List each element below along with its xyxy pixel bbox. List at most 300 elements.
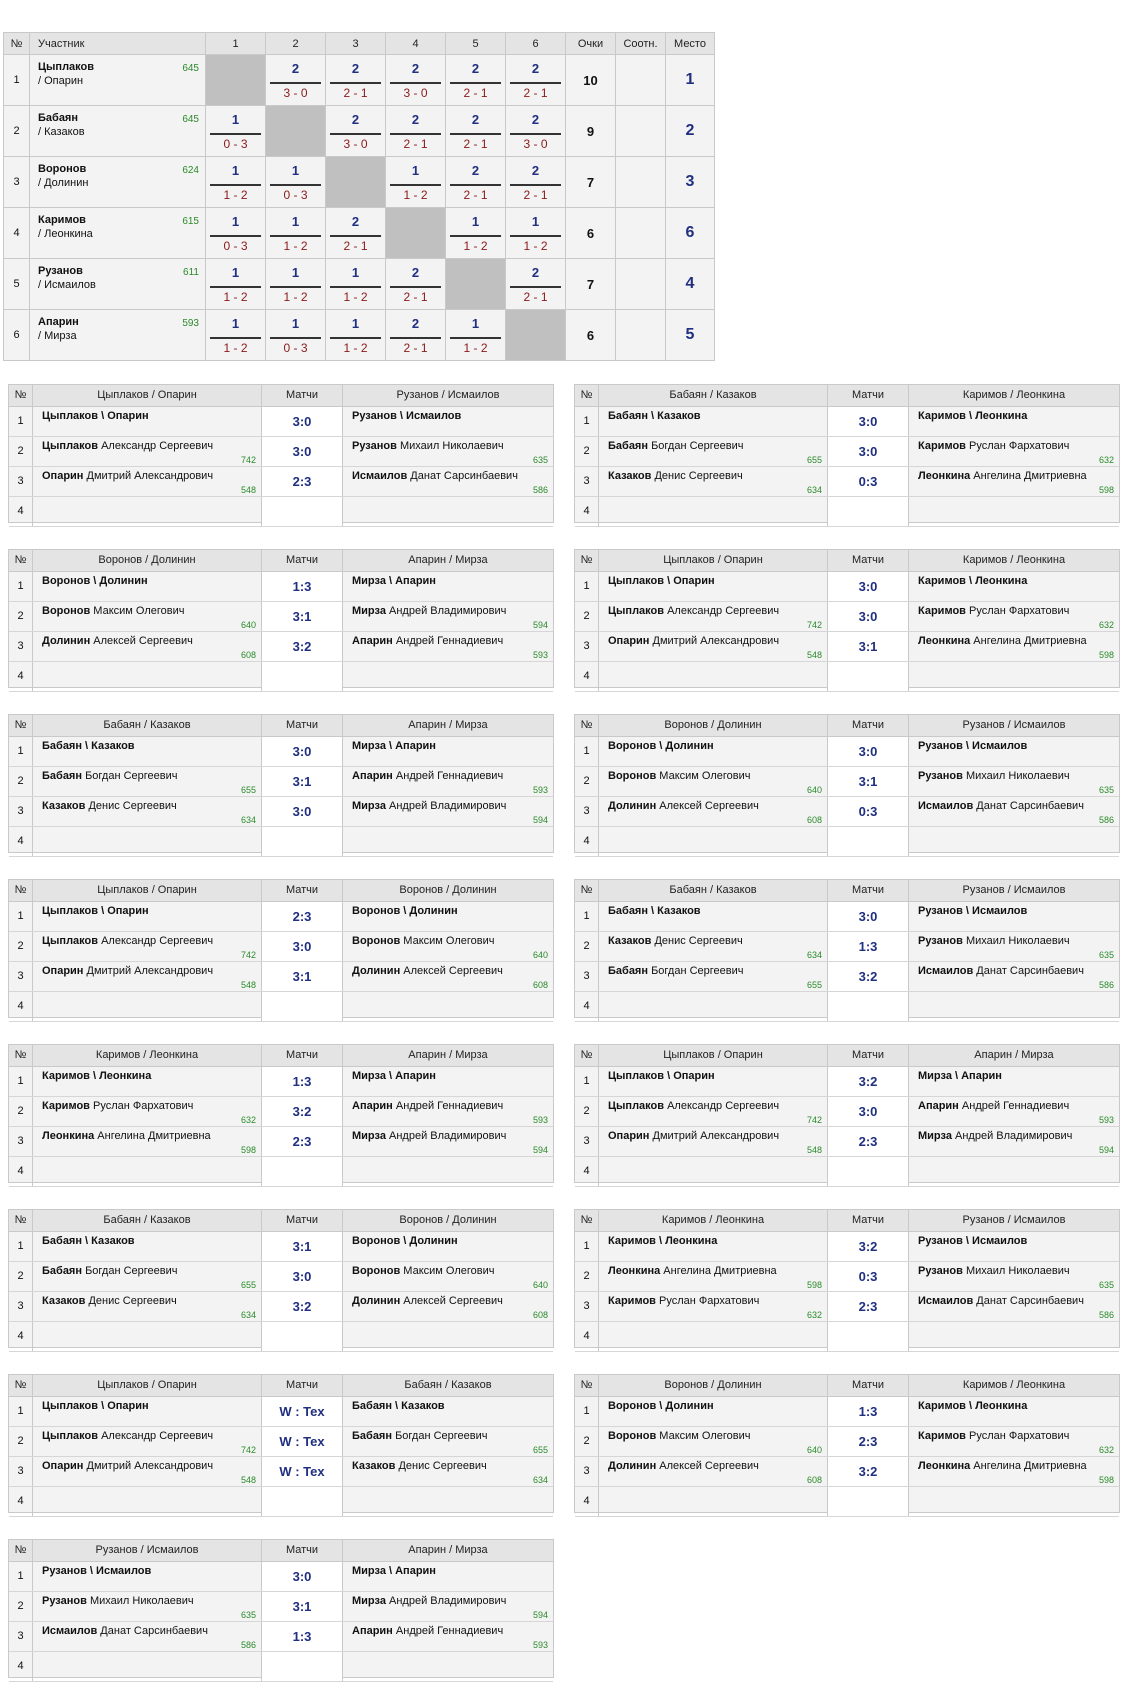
match-score-cell xyxy=(262,1562,343,1591)
left-player xyxy=(33,1562,262,1591)
result-points: 1 xyxy=(531,214,540,229)
match-header-matches: Матчи xyxy=(262,715,343,736)
match-row-number: 3 xyxy=(575,1127,599,1156)
result-score: 3 - 0 xyxy=(523,137,548,151)
result-points: 1 xyxy=(291,316,300,331)
left-player-rating: 586 xyxy=(240,1640,256,1650)
match-score: 1:3 xyxy=(858,939,878,954)
right-player xyxy=(909,932,1119,961)
right-player-surname: Мирза \ Апарин xyxy=(918,1070,1002,1082)
match-row xyxy=(9,902,553,932)
match-row xyxy=(9,1097,553,1127)
result-cell xyxy=(206,157,266,208)
right-player xyxy=(343,827,553,856)
ratio-cell xyxy=(616,55,666,106)
place-cell: 6 xyxy=(666,208,715,259)
match-row-number: 2 xyxy=(9,767,33,796)
match-table xyxy=(574,1209,1120,1348)
match-row-number: 3 xyxy=(575,1292,599,1321)
match-row xyxy=(575,497,1119,527)
left-player xyxy=(599,1427,828,1456)
left-player-surname: Казаков xyxy=(42,1295,86,1307)
match-score: 3:1 xyxy=(292,774,312,789)
left-player-firstname: Руслан Фархатович xyxy=(92,1100,194,1112)
right-player-firstname: Андрей Геннадиевич xyxy=(395,635,504,647)
match-row xyxy=(9,497,553,527)
match-score: 3:2 xyxy=(858,1074,878,1089)
left-player-firstname: Александр Сергеевич xyxy=(101,440,214,452)
match-score-cell xyxy=(262,1232,343,1261)
left-player-rating: 598 xyxy=(240,1145,256,1155)
match-row-number: 3 xyxy=(9,1622,33,1651)
right-player xyxy=(909,767,1119,796)
match-row-number: 4 xyxy=(9,662,33,691)
match-score: 3:1 xyxy=(858,639,878,654)
result-points: 2 xyxy=(471,163,480,178)
match-score-cell xyxy=(262,992,343,1021)
result-cell xyxy=(446,106,506,157)
right-player-firstname: Данат Сарсинбаевич xyxy=(976,1295,1084,1307)
match-row-number: 4 xyxy=(9,1322,33,1351)
match-score-cell xyxy=(262,1127,343,1156)
left-player-surname: Опарин xyxy=(42,1460,84,1472)
right-player xyxy=(909,602,1119,631)
result-divider xyxy=(450,82,501,84)
right-player xyxy=(343,497,553,526)
match-header-left-team: Цыплаков / Опарин xyxy=(33,1375,262,1396)
left-player xyxy=(599,1262,828,1291)
match-row-number: 2 xyxy=(9,932,33,961)
match-header-right-team: Апарин / Мирза xyxy=(408,1049,488,1061)
match-table xyxy=(8,549,554,688)
match-score-cell xyxy=(262,1097,343,1126)
left-player xyxy=(599,1397,828,1426)
result-points: 1 xyxy=(231,265,240,280)
right-player xyxy=(343,602,553,631)
right-player-rating: 598 xyxy=(1098,1475,1114,1485)
left-player-firstname: Руслан Фархатович xyxy=(658,1295,760,1307)
right-player-surname: Каримов xyxy=(918,1430,966,1442)
match-row xyxy=(575,1457,1119,1487)
left-player-surname: Воронов xyxy=(42,605,91,617)
result-score: 0 - 3 xyxy=(283,188,308,202)
participant-name: Рузанов xyxy=(38,265,83,277)
right-player-surname: Апарин xyxy=(352,770,393,782)
ratio-cell xyxy=(616,259,666,310)
right-player-rating: 586 xyxy=(1098,815,1114,825)
right-player-firstname: Максим Олегович xyxy=(403,1265,495,1277)
row-number: 6 xyxy=(4,310,30,361)
match-score-cell xyxy=(828,902,909,931)
match-score-cell xyxy=(262,767,343,796)
left-player xyxy=(33,497,262,526)
result-cell xyxy=(386,259,446,310)
match-row-number: 3 xyxy=(9,467,33,496)
result-score: 1 - 2 xyxy=(343,341,368,355)
match-header-matches: Матчи xyxy=(262,385,343,406)
left-player-firstname: Богдан Сергеевич xyxy=(651,965,744,977)
result-cell xyxy=(266,157,326,208)
result-score: 2 - 1 xyxy=(523,188,548,202)
match-header-right-team: Бабаян / Казаков xyxy=(404,1379,492,1391)
match-table xyxy=(8,714,554,853)
match-score-cell xyxy=(828,602,909,631)
match-row xyxy=(9,1322,553,1352)
match-score: 3:0 xyxy=(858,414,878,429)
result-score: 2 - 1 xyxy=(463,188,488,202)
left-player-rating: 640 xyxy=(806,1445,822,1455)
right-player-rating: 635 xyxy=(1098,1280,1114,1290)
left-player xyxy=(599,602,828,631)
result-divider xyxy=(390,133,441,135)
col-header-3: 3 xyxy=(326,33,386,55)
match-score-cell xyxy=(262,1592,343,1621)
match-header-left-team: Каримов / Леонкина xyxy=(33,1045,262,1066)
left-player-rating: 655 xyxy=(240,785,256,795)
match-row-number: 1 xyxy=(9,1067,33,1096)
result-score: 0 - 3 xyxy=(223,239,248,253)
right-player xyxy=(909,737,1119,766)
match-score: 3:0 xyxy=(292,414,312,429)
right-player-surname: Мирза \ Апарин xyxy=(352,1070,436,1082)
right-player xyxy=(343,1097,553,1126)
result-divider xyxy=(390,82,441,84)
match-row xyxy=(575,932,1119,962)
match-row xyxy=(575,602,1119,632)
match-row xyxy=(9,1487,553,1517)
left-player-surname: Воронов xyxy=(608,1430,657,1442)
result-points: 2 xyxy=(471,112,480,127)
ratio-cell xyxy=(616,106,666,157)
left-player-surname: Воронов \ Долинин xyxy=(608,740,714,752)
match-header-left-team: Цыплаков / Опарин xyxy=(33,880,262,901)
right-player xyxy=(343,932,553,961)
ratio-cell xyxy=(616,157,666,208)
left-player-firstname: Данат Сарсинбаевич xyxy=(100,1625,208,1637)
right-player-rating: 586 xyxy=(1098,980,1114,990)
result-score: 3 - 0 xyxy=(403,86,428,100)
result-divider xyxy=(510,82,561,84)
left-player-firstname: Дмитрий Александрович xyxy=(652,1130,780,1142)
match-row xyxy=(9,767,553,797)
match-score-cell xyxy=(828,572,909,601)
match-score-cell xyxy=(828,1157,909,1186)
left-player-firstname: Александр Сергеевич xyxy=(667,1100,780,1112)
left-player xyxy=(599,662,828,691)
right-player-surname: Мирза xyxy=(918,1130,952,1142)
result-points: 1 xyxy=(231,316,240,331)
left-player-firstname: Алексей Сергеевич xyxy=(93,635,193,647)
match-header-left-team: Бабаян / Казаков xyxy=(33,1210,262,1231)
result-points: 2 xyxy=(471,61,480,76)
match-row xyxy=(9,437,553,467)
left-player-surname: Каримов \ Леонкина xyxy=(42,1070,152,1082)
result-divider xyxy=(330,235,381,237)
match-score-cell xyxy=(828,992,909,1021)
match-row xyxy=(575,1067,1119,1097)
match-score-cell xyxy=(262,632,343,661)
right-player xyxy=(909,1262,1119,1291)
left-player-rating: 548 xyxy=(240,980,256,990)
match-score: 3:0 xyxy=(858,579,878,594)
participant-rating: 615 xyxy=(182,216,199,227)
result-cell xyxy=(206,208,266,259)
result-points: 1 xyxy=(351,316,360,331)
participant-partner: / Долинин xyxy=(38,177,89,189)
left-player xyxy=(33,902,262,931)
left-player-firstname: Дмитрий Александрович xyxy=(86,1460,214,1472)
points-cell: 9 xyxy=(566,106,616,157)
match-row xyxy=(9,827,553,857)
match-score: W : Tex xyxy=(279,1464,325,1479)
match-header xyxy=(9,1045,553,1067)
self-cell xyxy=(326,157,386,208)
place-cell: 2 xyxy=(666,106,715,157)
result-cell xyxy=(446,157,506,208)
right-player xyxy=(343,1232,553,1261)
left-player-firstname: Богдан Сергеевич xyxy=(651,440,744,452)
result-points: 2 xyxy=(531,61,540,76)
match-score-cell xyxy=(828,662,909,691)
participant-name: Цыплаков xyxy=(38,61,95,73)
match-row xyxy=(9,1397,553,1427)
match-header-matches: Матчи xyxy=(262,880,343,901)
match-row xyxy=(575,1292,1119,1322)
right-player-surname: Каримов \ Леонкина xyxy=(918,1400,1028,1412)
right-player xyxy=(343,1457,553,1486)
right-player-rating: 635 xyxy=(1098,950,1114,960)
match-score: 3:1 xyxy=(292,609,312,624)
left-player-rating: 598 xyxy=(806,1280,822,1290)
left-player-surname: Цыплаков \ Опарин xyxy=(608,575,715,587)
match-row xyxy=(575,902,1119,932)
ratio-cell xyxy=(616,310,666,361)
right-player-rating: 598 xyxy=(1098,650,1114,660)
ratio-cell xyxy=(616,208,666,259)
match-score: 2:3 xyxy=(292,474,312,489)
match-score-cell xyxy=(262,1322,343,1351)
match-header-matches: Матчи xyxy=(262,1375,343,1396)
left-player-rating: 548 xyxy=(240,485,256,495)
row-number: 1 xyxy=(4,55,30,106)
match-row-number: 2 xyxy=(575,602,599,631)
left-player xyxy=(33,437,262,466)
match-header xyxy=(9,880,553,902)
col-header-2: 2 xyxy=(266,33,326,55)
right-player-surname: Мирза xyxy=(352,1595,386,1607)
result-divider xyxy=(390,337,441,339)
right-player xyxy=(909,1067,1119,1096)
result-cell xyxy=(386,310,446,361)
match-row-number: 2 xyxy=(9,1097,33,1126)
right-player-surname: Воронов xyxy=(352,1265,401,1277)
match-row xyxy=(575,437,1119,467)
match-score-cell xyxy=(262,1622,343,1651)
match-header-no: № xyxy=(575,880,599,901)
result-divider xyxy=(510,286,561,288)
result-points: 1 xyxy=(411,163,420,178)
match-table xyxy=(8,879,554,1018)
left-player-firstname: Алексей Сергеевич xyxy=(659,1460,759,1472)
match-score-cell xyxy=(262,602,343,631)
result-score: 2 - 1 xyxy=(343,86,368,100)
right-player-rating: 608 xyxy=(532,980,548,990)
left-player xyxy=(33,1157,262,1186)
right-player xyxy=(343,1292,553,1321)
left-player xyxy=(599,992,828,1021)
match-header-left-team: Бабаян / Казаков xyxy=(599,880,828,901)
match-score-cell xyxy=(262,902,343,931)
result-points: 1 xyxy=(231,214,240,229)
match-row xyxy=(9,1157,553,1187)
right-player xyxy=(343,1622,553,1651)
left-player xyxy=(599,1067,828,1096)
match-header-matches: Матчи xyxy=(828,550,909,571)
result-cell xyxy=(206,106,266,157)
result-cell xyxy=(446,208,506,259)
match-header-no: № xyxy=(9,550,33,571)
match-row-number: 3 xyxy=(575,1457,599,1486)
col-header-points: Очки xyxy=(566,33,616,55)
result-score: 1 - 2 xyxy=(343,290,368,304)
participant-rating: 593 xyxy=(182,318,199,329)
match-score-cell xyxy=(828,1067,909,1096)
result-cell xyxy=(326,106,386,157)
right-player-firstname: Данат Сарсинбаевич xyxy=(410,470,518,482)
match-score: 2:3 xyxy=(858,1299,878,1314)
right-player-surname: Исмаилов xyxy=(918,1295,974,1307)
left-player-firstname: Александр Сергеевич xyxy=(101,935,214,947)
participant-name: Воронов xyxy=(38,163,87,175)
participant-cell xyxy=(30,157,206,208)
right-player-rating: 640 xyxy=(532,1280,548,1290)
left-player xyxy=(33,992,262,1021)
right-player-surname: Долинин xyxy=(352,1295,401,1307)
right-player-surname: Рузанов \ Исмаилов xyxy=(352,410,462,422)
left-player xyxy=(599,497,828,526)
participant-partner: / Исмаилов xyxy=(38,279,96,291)
result-score: 2 - 1 xyxy=(343,239,368,253)
participant-partner: / Мирза xyxy=(38,330,77,342)
row-number: 2 xyxy=(4,106,30,157)
left-player xyxy=(33,827,262,856)
match-row xyxy=(575,1262,1119,1292)
right-player xyxy=(909,902,1119,931)
left-player xyxy=(599,1322,828,1351)
standings-table xyxy=(3,32,715,361)
result-cell xyxy=(206,259,266,310)
match-score: 3:1 xyxy=(858,774,878,789)
result-divider xyxy=(210,337,261,339)
left-player xyxy=(599,797,828,826)
result-points: 1 xyxy=(291,214,300,229)
left-player-surname: Бабаян \ Казаков xyxy=(42,740,135,752)
match-table xyxy=(8,1374,554,1513)
left-player-rating: 634 xyxy=(240,1310,256,1320)
match-header xyxy=(9,1210,553,1232)
right-player-rating: 594 xyxy=(532,815,548,825)
right-player-firstname: Ангелина Дмитриевна xyxy=(973,635,1087,647)
match-score-cell xyxy=(828,1427,909,1456)
match-row-number: 3 xyxy=(9,797,33,826)
left-player-rating: 742 xyxy=(240,455,256,465)
result-score: 3 - 0 xyxy=(343,137,368,151)
right-player-surname: Бабаян xyxy=(352,1430,392,1442)
right-player-surname: Мирза xyxy=(352,800,386,812)
match-header-left-team: Бабаян / Казаков xyxy=(33,715,262,736)
match-score: 3:2 xyxy=(292,1104,312,1119)
left-player-surname: Цыплаков xyxy=(42,935,99,947)
participant-cell xyxy=(30,259,206,310)
match-score: W : Tex xyxy=(279,1404,325,1419)
right-player xyxy=(343,797,553,826)
left-player xyxy=(33,602,262,631)
right-player xyxy=(343,902,553,931)
match-row xyxy=(9,1427,553,1457)
match-score-cell xyxy=(262,962,343,991)
right-player xyxy=(343,1397,553,1426)
match-row xyxy=(9,1652,553,1682)
match-header-right-team: Рузанов / Исмаилов xyxy=(962,884,1066,896)
match-row-number: 3 xyxy=(575,467,599,496)
right-player xyxy=(343,992,553,1021)
match-header-left-team: Каримов / Леонкина xyxy=(599,1210,828,1231)
participant-rating: 611 xyxy=(183,267,199,278)
participant-name: Каримов xyxy=(38,214,86,226)
result-divider xyxy=(270,184,321,186)
match-score-cell xyxy=(828,437,909,466)
result-divider xyxy=(450,184,501,186)
match-table xyxy=(8,1209,554,1348)
match-row xyxy=(9,992,553,1022)
match-score-cell xyxy=(262,1652,343,1681)
right-player-surname: Воронов \ Долинин xyxy=(352,1235,458,1247)
right-player xyxy=(343,467,553,496)
match-row xyxy=(575,632,1119,662)
match-score-cell xyxy=(828,1097,909,1126)
right-player-surname: Апарин xyxy=(352,635,393,647)
match-row-number: 3 xyxy=(9,1457,33,1486)
left-player-surname: Рузанов \ Исмаилов xyxy=(42,1565,152,1577)
left-player xyxy=(33,1232,262,1261)
participant-name: Бабаян xyxy=(38,112,78,124)
participant-rating: 624 xyxy=(182,165,199,176)
match-row xyxy=(575,1427,1119,1457)
participant-cell xyxy=(30,106,206,157)
points-cell: 6 xyxy=(566,310,616,361)
self-cell xyxy=(386,208,446,259)
right-player xyxy=(909,962,1119,991)
right-player xyxy=(909,572,1119,601)
right-player xyxy=(909,1427,1119,1456)
match-row xyxy=(575,827,1119,857)
match-score-cell xyxy=(828,1397,909,1426)
match-header-matches: Матчи xyxy=(262,1540,343,1561)
match-row-number: 4 xyxy=(9,1157,33,1186)
match-row xyxy=(575,407,1119,437)
result-divider xyxy=(450,133,501,135)
match-row xyxy=(575,767,1119,797)
place-cell: 3 xyxy=(666,157,715,208)
match-score-cell xyxy=(828,467,909,496)
match-score: W : Tex xyxy=(279,1434,325,1449)
right-player xyxy=(343,632,553,661)
match-score: 3:0 xyxy=(292,939,312,954)
standings-row xyxy=(4,106,715,157)
match-row-number: 1 xyxy=(575,902,599,931)
right-player-rating: 598 xyxy=(1098,485,1114,495)
result-points: 1 xyxy=(471,214,480,229)
